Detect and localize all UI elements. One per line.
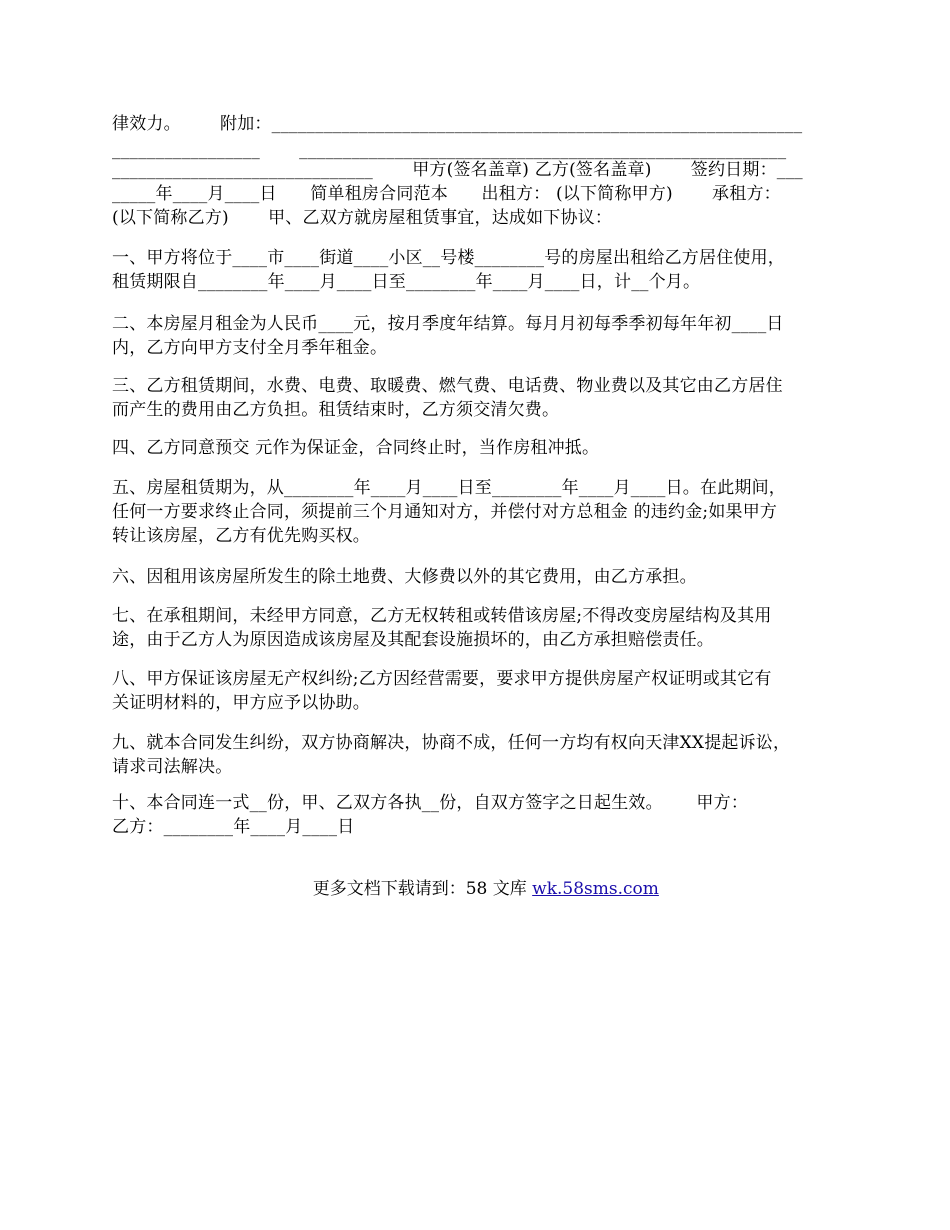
clause-9-line-2: 请求司法解决。: [112, 757, 233, 777]
clause-8-line-1: 八、甲方保证该房屋无产权纠纷;乙方因经营需要，要求甲方提供房屋产权证明或其它有: [112, 669, 772, 689]
clause-4-line-1: 四、乙方同意预交 元作为保证金，合同终止时，当作房租冲抵。: [112, 438, 600, 458]
clause-10-line-2: 乙方：________年____月____日: [112, 817, 355, 837]
clause-9-line-1: 九、就本合同发生纠纷，双方协商解决，协商不成，任何一方均有权向天津XX提起诉讼，: [112, 733, 791, 753]
clause-10-line-1: 十、本合同连一式__份，甲、乙双方各执__份，自双方签字之日起生效。 甲方：: [112, 793, 749, 813]
clause-3-line-2: 而产生的费用由乙方负担。租赁结束时，乙方须交清欠费。: [112, 400, 560, 420]
text-line: _____年____月____日 简单租房合同范本 出租方： (以下简称甲方) 承租方：: [112, 184, 781, 204]
clause-2-line-1: 二、本房屋月租金为人民币____元，按月季度年结算。每月月初每季季初每年年初____日: [112, 314, 784, 334]
footer-text: 更多文档下载请到：58 文库: [312, 879, 533, 899]
clause-5-line-2: 任何一方要求终止合同，须提前三个月通知对方，并偿付对方总租金 的违约金;如果甲方: [112, 502, 778, 522]
text-line: (以下简称乙方) 甲、乙双方就房屋租赁事宜，达成如下协议：: [112, 208, 613, 228]
clause-5-line-3: 转让该房屋，乙方有优先购买权。: [112, 526, 370, 546]
clause-2-line-2: 内，乙方向甲方支付全月季年租金。: [112, 338, 388, 358]
clause-1-line-2: 租赁期限自________年____月____日至________年____月____日，计__个月。: [112, 272, 701, 292]
text-line: 律效力。 附加：_____________________________________________________________: [112, 114, 803, 134]
clause-7-line-1: 七、在承租期间，未经甲方同意，乙方无权转租或转借该房屋;不得改变房屋结构及其用: [112, 606, 772, 626]
clause-1-line-1: 一、甲方将位于____市____街道____小区__号楼________号的房屋出租给乙方居住使用，: [112, 248, 785, 268]
clause-6-line-1: 六、因租用该房屋所发生的除土地费、大修费以外的其它费用，由乙方承担。: [112, 567, 697, 587]
text-line: _________________ ________________________________________________________: [112, 140, 787, 160]
footer-link[interactable]: wk.58sms.com: [532, 879, 659, 899]
clause-5-line-1: 五、房屋租赁期为，从________年____月____日至________年____月____日。在此期间，: [112, 478, 786, 498]
text-line: ______________________________ 甲方(签名盖章) 乙方(签名盖章) 签约日期：___: [112, 160, 803, 180]
clause-7-line-2: 途，由于乙方人为原因造成该房屋及其配套设施损坏的，由乙方承担赔偿责任。: [112, 630, 714, 650]
clause-3-line-1: 三、乙方租赁期间，水费、电费、取暖费、燃气费、电话费、物业费以及其它由乙方居住: [112, 376, 783, 396]
footer: [0, 853, 950, 925]
clause-8-line-2: 关证明材料的，甲方应予以协助。: [112, 693, 370, 713]
